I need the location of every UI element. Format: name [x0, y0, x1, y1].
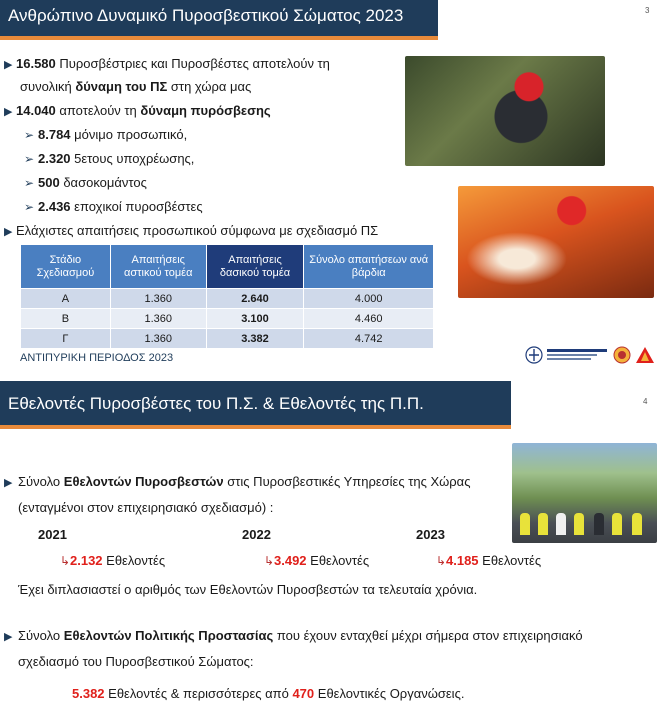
table-cell: 4.000: [304, 289, 434, 309]
table-cell: 1.360: [110, 289, 206, 309]
fire-badge-icon: [635, 346, 655, 364]
slide-2: [0, 381, 657, 722]
table-cell: 3.100: [206, 309, 304, 329]
triangle-bullet-icon: ▶: [4, 59, 13, 71]
table-row: [21, 309, 434, 329]
page-number: 3: [645, 6, 650, 15]
bullet-civil-protection-volunteers: ▶ Σύνολο Εθελοντών Πολιτικής Προστασίας που έχουν ενταχθεί μέχρι σήμερα στον επιχειρησιακό: [4, 627, 583, 646]
sub-item: ➢ 2.436 εποχικοί πυροσβέστες: [24, 199, 203, 214]
page-number: 4: [643, 397, 648, 406]
requirements-table: [20, 244, 434, 349]
slide-1-header: [0, 0, 438, 36]
bullet-total-force: ▶ 16.580 Πυροσβέστριες και Πυροσβέστες αποτελούν τη: [4, 55, 330, 74]
return-arrow-icon: ↳: [436, 554, 447, 568]
firefighter-photo: [405, 56, 605, 166]
doubled-statement: Έχει διπλασιαστεί ο αριθμός των Εθελοντών Πυροσβεστών τα τελευταία χρόνια.: [18, 582, 478, 597]
table-row: [21, 329, 434, 349]
table-cell: 1.360: [110, 309, 206, 329]
table-cell: Γ: [21, 329, 111, 349]
firefighter-hose-photo: [458, 186, 654, 298]
year-label: 2023: [416, 527, 445, 542]
logos: [525, 346, 657, 364]
volunteer-count: ↳3.492 Εθελοντές: [264, 553, 370, 568]
bullet-firefighting-force: ▶ 14.040 αποτελούν τη δύναμη πυρόσβεσης: [4, 102, 271, 121]
table-row: [21, 289, 434, 309]
volunteer-count: ↳4.185 Εθελοντές: [436, 553, 542, 568]
return-arrow-icon: ↳: [264, 554, 275, 568]
year-label: 2022: [242, 527, 271, 542]
triangle-bullet-icon: ▶: [4, 631, 13, 643]
arrow-bullet-icon: ➢: [24, 128, 35, 142]
triangle-bullet-icon: ▶: [4, 226, 13, 238]
bullet-civil-protection-cont: σχεδιασμό του Πυροσβεστικού Σώματος:: [18, 654, 254, 669]
table-header: Στάδιο Σχεδιασμού: [21, 245, 111, 289]
table-cell: Β: [21, 309, 111, 329]
slide-2-header: [0, 381, 511, 425]
table-cell: 2.640: [206, 289, 304, 309]
triangle-bullet-icon: ▶: [4, 477, 13, 489]
arrow-bullet-icon: ➢: [24, 200, 35, 214]
table-cell: Α: [21, 289, 111, 309]
sub-item: ➢ 500 δασοκομάντος: [24, 175, 147, 190]
year-label: 2021: [38, 527, 67, 542]
bullet-total-force-cont: συνολική δύναμη του ΠΣ στη χώρα μας: [20, 79, 252, 94]
civil-protection-totals: 5.382 Εθελοντές & περισσότερες από 470 Εθελοντικές Οργανώσεις.: [72, 686, 465, 701]
ministry-logo-icon: [547, 346, 609, 364]
header-accent-line: [0, 36, 438, 40]
table-header: Σύνολο απαιτήσεων ανά βάρδια: [304, 245, 434, 289]
arrow-bullet-icon: ➢: [24, 152, 35, 166]
bullet-min-requirements: ▶ Ελάχιστες απαιτήσεις προσωπικού σύμφωνα με σχεδιασμό ΠΣ: [4, 222, 378, 241]
table-header-row: [21, 245, 434, 289]
sub-item: ➢ 2.320 5ετους υποχρέωσης,: [24, 151, 195, 166]
slide-2-title: Εθελοντές Πυροσβέστες του Π.Σ. & Εθελοντές της Π.Π.: [8, 394, 424, 413]
table-cell: 4.742: [304, 329, 434, 349]
bullet-fire-volunteers: ▶ Σύνολο Εθελοντών Πυροσβεστών στις Πυροσβεστικές Υπηρεσίες της Χώρας: [4, 473, 470, 492]
volunteer-count: ↳2.132 Εθελοντές: [60, 553, 166, 568]
volunteers-group-photo: [512, 443, 657, 543]
table-cell: 3.382: [206, 329, 304, 349]
sub-item: ➢ 8.784 μόνιμο προσωπικό,: [24, 127, 188, 142]
table-cell: 1.360: [110, 329, 206, 349]
table-header: Απαιτήσεις αστικού τομέα: [110, 245, 206, 289]
arrow-bullet-icon: ➢: [24, 176, 35, 190]
fire-service-emblem-icon: [613, 346, 631, 364]
return-arrow-icon: ↳: [60, 554, 71, 568]
footer-text: ΑΝΤΙΠΥΡΙΚΗ ΠΕΡΙΟΔΟΣ 2023: [20, 352, 174, 364]
slide-1-title: Ανθρώπινο Δυναμικό Πυροσβεστικού Σώματος 2023: [8, 6, 404, 25]
header-accent-line: [0, 425, 511, 429]
table-cell: 4.460: [304, 309, 434, 329]
bullet-fire-volunteers-cont: (ενταγμένοι στον επιχειρησιακό σχεδιασμό) :: [18, 500, 274, 515]
table-header: Απαιτήσεις δασικού τομέα: [206, 245, 304, 289]
triangle-bullet-icon: ▶: [4, 106, 13, 118]
hellenic-republic-emblem-icon: [525, 346, 543, 364]
